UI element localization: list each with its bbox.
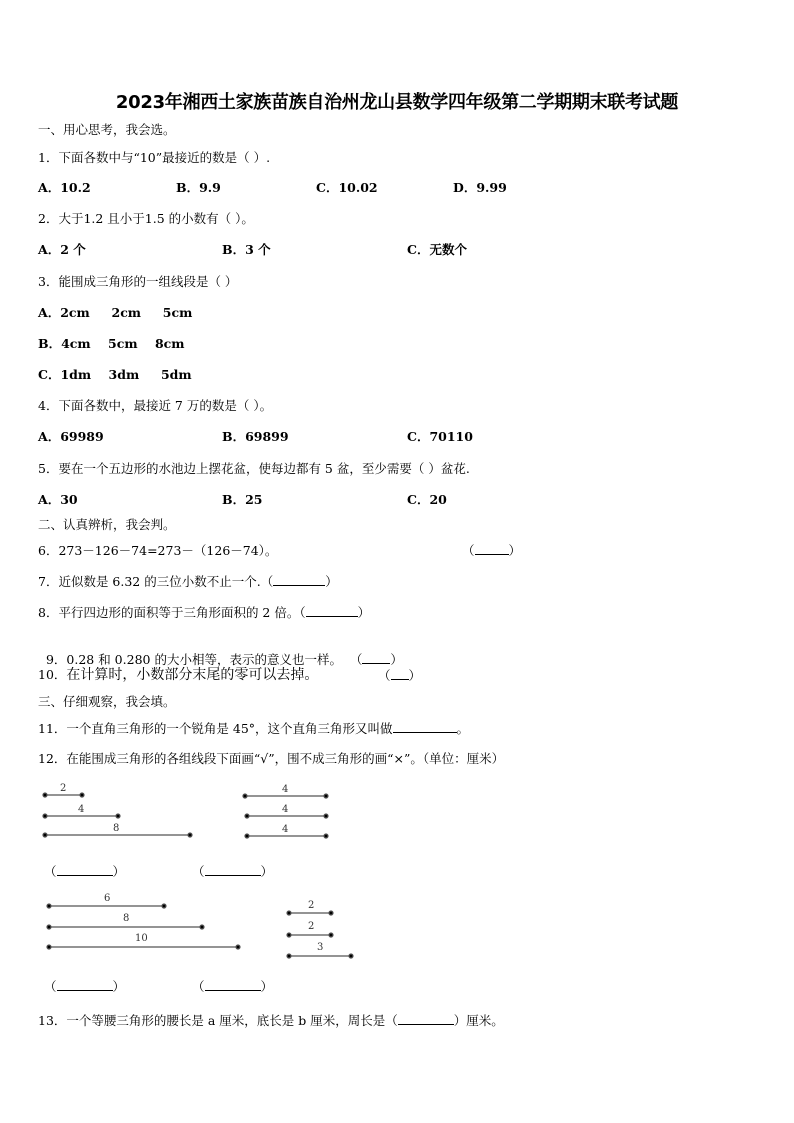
question-3: 3．能围成三角形的一组线段是（ ） [38, 274, 238, 289]
period: 。 [456, 721, 470, 736]
segment-label: 4 [282, 784, 289, 795]
q12-answer-3[interactable] [44, 977, 125, 995]
close-paren: ） [112, 979, 126, 994]
segment-label: 2 [308, 900, 315, 911]
close-paren: ） [260, 979, 274, 994]
open-paren: （ [192, 864, 205, 879]
segment-label: 2 [60, 783, 67, 794]
question-12: 12．在能围成三角形的各组线段下面画“√”，围不成三角形的画“×”。（单位：厘米） [38, 751, 505, 766]
segment-label: 3 [317, 942, 324, 953]
segment-label: 8 [123, 913, 130, 924]
question-6: 6．273－126－74=273－（126－74）。 [38, 543, 278, 558]
segment-label: 4 [282, 824, 289, 835]
open-paren: （ [462, 543, 475, 558]
question-1: 1．下面各数中与“10”最接近的数是（ ）. [38, 150, 271, 165]
q2-option-b[interactable]: B．3 个 [222, 242, 271, 257]
close-paren: ） [357, 605, 371, 620]
question-8-text: 8．平行四边形的面积等于三角形面积的 2 倍。（ [38, 605, 306, 620]
segment-label: 4 [282, 804, 289, 815]
q2-option-a[interactable]: A．2 个 [38, 242, 86, 257]
q4-option-a[interactable]: A．69989 [38, 429, 104, 444]
question-11-text: 11．一个直角三角形的一个锐角是 45°，这个直角三角形又叫做 [38, 721, 393, 736]
q3-option-a[interactable]: A．2cm 2cm 5cm [38, 305, 193, 320]
segment-label: 4 [78, 804, 85, 815]
close-paren: ） [508, 543, 522, 558]
question-13 [38, 1011, 504, 1029]
close-paren: ） [325, 574, 338, 589]
question-4: 4．下面各数中，最接近 7 万的数是（ ）。 [38, 398, 273, 413]
blank-line[interactable] [205, 978, 261, 991]
open-paren: （ [44, 864, 57, 879]
question-9-text: 9．0.28 和 0.280 的大小相等，表示的意义也一样。 （ [45, 652, 363, 667]
close-paren: ） [260, 864, 274, 879]
q3-option-b[interactable]: B．4cm 5cm 8cm [38, 336, 185, 351]
open-paren: （ [378, 668, 391, 683]
close-paren-unit: ）厘米。 [453, 1013, 504, 1028]
blank-line[interactable] [205, 863, 261, 876]
open-paren: （ [192, 979, 205, 994]
q1-option-d[interactable]: D．9.99 [453, 180, 507, 195]
open-paren: （ [44, 979, 57, 994]
question-13-text: 13．一个等腰三角形的腰长是 a 厘米，底长是 b 厘米，周长是（ [38, 1013, 398, 1028]
segment-label: 8 [113, 823, 120, 834]
close-paren: ） [408, 668, 422, 683]
page-title: 2023年湘西土家族苗族自治州龙山县数学四年级第二学期期末联考试题 [115, 92, 679, 113]
q5-option-a[interactable]: A．30 [38, 492, 78, 507]
q12-answer-1[interactable] [44, 862, 125, 880]
section-2-heading: 二、认真辨析，我会判。 [38, 517, 176, 532]
question-7-text: 7．近似数是 6.32 的三位小数不止一个.（ [38, 574, 274, 589]
q5-option-c[interactable]: C．20 [407, 492, 447, 507]
q12-answer-4[interactable] [192, 977, 273, 995]
q1-option-b[interactable]: B．9.9 [176, 180, 221, 195]
q4-option-b[interactable]: B．69899 [222, 429, 289, 444]
q1-option-c[interactable]: C．10.02 [316, 180, 378, 195]
question-10-text: 在计算时，小数部分末尾的零可以去掉。 [66, 667, 319, 683]
q3-option-c[interactable]: C．1dm 3dm 5dm [38, 367, 192, 382]
question-10-number: 10． [38, 667, 67, 682]
q13-answer-blank[interactable] [398, 1012, 454, 1025]
question-5: 5．要在一个五边形的水池边上摆花盆，使每边都有 5 盆，至少需要（ ）盆花. [38, 461, 470, 476]
section-1-heading: 一、用心思考，我会选。 [38, 122, 176, 137]
section-3-heading: 三、仔细观察，我会填。 [38, 694, 176, 709]
q4-option-c[interactable]: C．70110 [407, 429, 473, 444]
q2-option-c[interactable]: C．无数个 [407, 242, 467, 257]
q1-option-a[interactable]: A．10.2 [38, 180, 91, 195]
close-paren: ） [112, 864, 126, 879]
q12-answer-2[interactable] [192, 862, 273, 880]
blank-line[interactable] [57, 978, 113, 991]
question-2: 2．大于1.2 且小于1.5 的小数有（ ）。 [38, 211, 254, 226]
segment-label: 10 [135, 933, 148, 944]
close-paren: ） [390, 652, 403, 667]
q5-option-b[interactable]: B．25 [222, 492, 263, 507]
blank-line[interactable] [57, 863, 113, 876]
segment-label: 6 [104, 893, 111, 904]
segment-label: 2 [308, 921, 315, 932]
